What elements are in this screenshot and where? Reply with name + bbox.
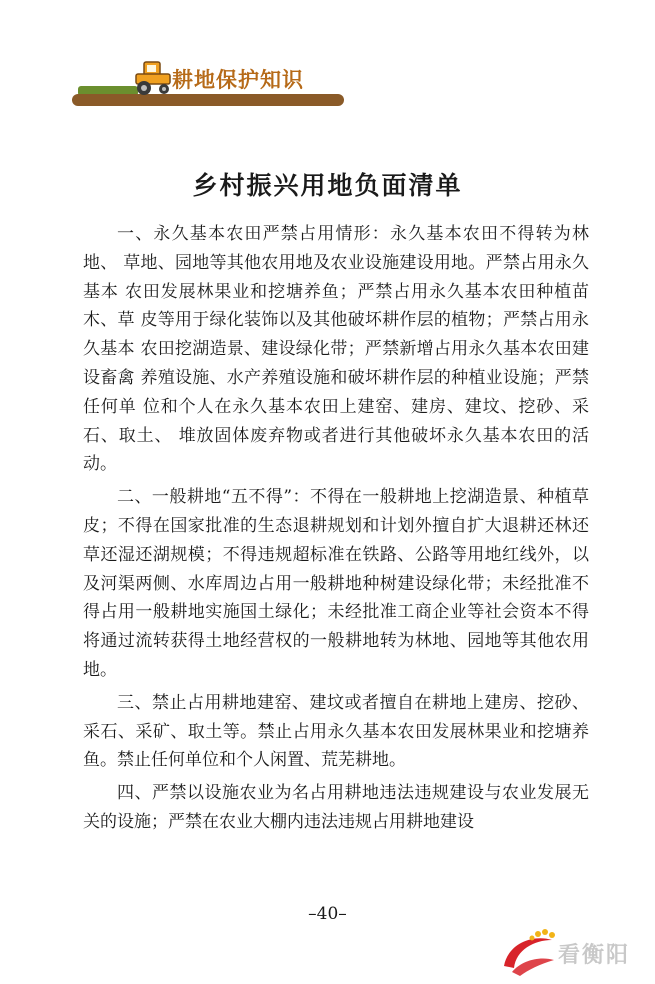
banner-ground-bar (72, 94, 344, 106)
paragraph: 四、严禁以设施农业为名占用耕地违法违规建设与农业发展无关的设施；严禁在农业大棚内违法违规占用耕地建设 (83, 783, 589, 832)
watermark-logo (498, 926, 648, 978)
paragraph: 二、一般耕地“五不得”：不得在一般耕地上挖湖造景、种植草皮；不得在国家批准的生态退耕规划和计划外擅自扩大退耕还林还草还湿还湖规模；不得违规超标准在铁路、公路等用地红线外，以及河渠两侧、水库周边占用一般耕地种树建设绿化带；未经批准不得占用一般耕地实施国土绿化；未经批准工商企业等社会资本不得将通过流转获得土地经营权的一般耕地转为林地、园地等其他农用地。 (83, 487, 589, 680)
paragraph: 三、禁止占用耕地建窑、建坟或者擅自在耕地上建房、挖砂、采石、采矿、取土等。禁止占用永久基本农田发展林果业和挖塘养鱼。禁止任何单位和个人闲置、荒芜耕地。 (83, 692, 589, 771)
paragraph: 一、永久基本农田严禁占用情形：永久基本农田不得转为林地、 草地、园地等其他农用地及农业设施建设用地。严禁占用永久基本 农田发展林果业和挖塘养鱼；严禁占用永久基本农田种植苗木、草 皮等用于绿化装饰以及其他破坏耕作层的植物；严禁占用永久基本 农田挖湖造景、建设绿化带；严禁新增占用永久基本农田建设畜禽 养殖设施、水产养殖设施和破坏耕作层的种植业设施；严禁任何单 位和个人在永久基本农田上建窑、建房、建坟、挖砂、采石、取土、 堆放固体废弃物或者进行其他破坏永久基本农田的活动。 (83, 224, 589, 475)
watermark-text: 看衡阳 (558, 943, 631, 968)
document-body (83, 220, 589, 841)
section-banner (72, 56, 348, 112)
document-title: 乡村振兴用地负面清单 (192, 171, 463, 200)
page-number: –40– (308, 904, 347, 924)
tractor-icon (134, 58, 174, 98)
banner-title: 耕地保护知识 (172, 68, 304, 92)
swirl-logo-icon (498, 926, 558, 978)
